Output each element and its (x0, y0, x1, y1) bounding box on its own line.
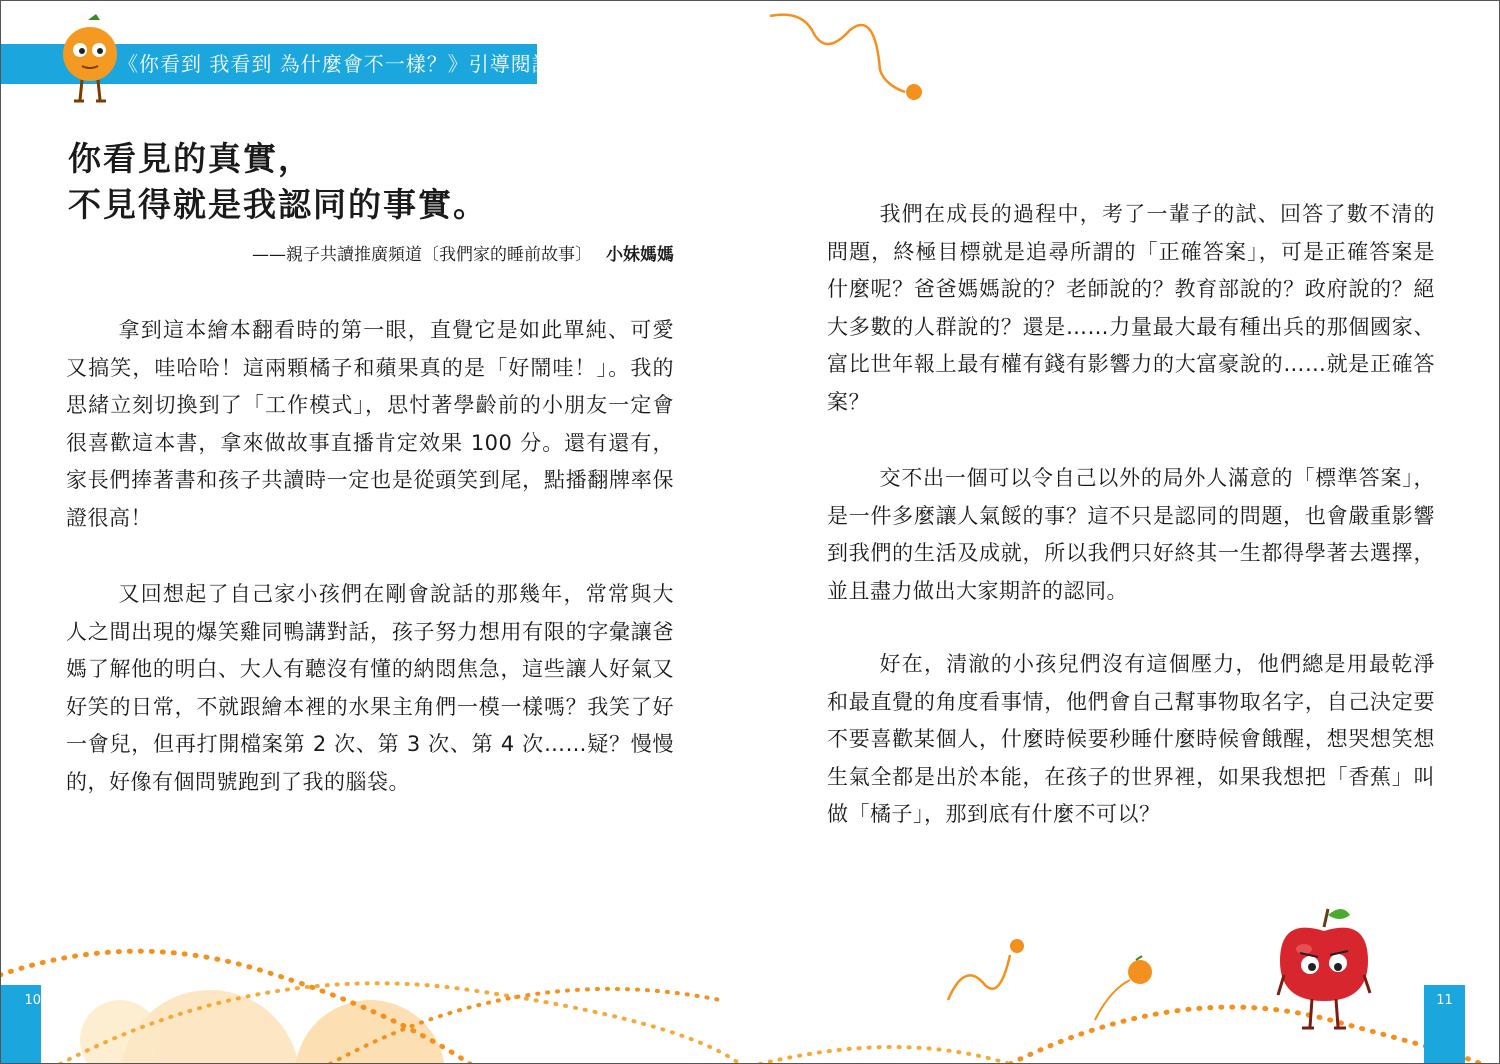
paragraph: 拿到這本繪本翻看時的第一眼，直覺它是如此單純、可愛又搞笑，哇哈哈！這兩顆橘子和蘋果真的是「好鬧哇！」。我的思緒立刻切換到了「工作模式」，思忖著學齡前的小朋友一定會很喜歡這本書，拿來做故事直播肯定效果 100 分。還有還有，家長們捧著書和孩子共讀時一定也是從頭笑到尾，點播翻牌率保證很高！ (66, 318, 674, 530)
dotted-arc (1010, 1007, 1480, 1064)
peach-blob (80, 1000, 160, 1064)
byline (252, 240, 674, 265)
article-title (68, 136, 488, 228)
orange-character-icon (58, 14, 122, 106)
orange-fruit-icon (1128, 960, 1152, 984)
article-title-line-1: 你看見的真實， (68, 139, 313, 178)
header-title: 《你看到 我看到 為什麼會不一樣？》引導閱讀 (118, 52, 553, 76)
orange-fruit-icon (1010, 939, 1024, 953)
page-number-right: 11 (1424, 985, 1465, 1063)
byline-source: ——親子共讀推廣頻道〔我們家的睡前故事〕 (252, 245, 592, 265)
paragraph: 交不出一個可以令自己以外的局外人滿意的「標準答案」，是一件多麼讓人氣餒的事？這不只是認同的問題，也會嚴重影響到我們的生活及成就，所以我們只好終其一生都得學著去選擇，並且盡力做出大家期許的認同。 (827, 466, 1435, 603)
orange-leaf (1136, 956, 1142, 960)
peach-blob (295, 1000, 445, 1064)
article-title-line-2: 不見得就是我認同的事實。 (68, 185, 488, 224)
paragraph: 好在，清澈的小孩兒們沒有這個壓力，他們總是用最乾淨和最直覺的角度看事情，他們會自己幫事物取名字，自己決定要不要喜歡某個人，什麼時候要秒睡什麼時候會餓醒，想哭想笑想生氣全都是出於本能，在孩子的世界裡，如果我想把「香蕉」叫做「橘子」，那到底有什麼不可以？ (827, 652, 1435, 826)
orange-swoosh (1095, 980, 1130, 1020)
orange-fruit-icon (906, 84, 922, 100)
paragraph: 我們在成長的過程中，考了一輩子的試、回答了數不清的問題，終極目標就是追尋所謂的「正確答案」，可是正確答案是什麼呢？爸爸媽媽說的？老師說的？教育部說的？政府說的？絕大多數的人群說的？還是……力量最大最有種出兵的那個國家、富比世年報上最有權有錢有影響力的大富豪說的……就是正確答案？ (827, 202, 1435, 414)
page-number-left: 10 (0, 985, 41, 1063)
dotted-arc (760, 1047, 1010, 1064)
apple-character-icon (1276, 905, 1372, 1035)
orange-swoosh (770, 15, 905, 92)
byline-author: 小妹媽媽 (606, 245, 674, 265)
paragraph: 又回想起了自己家小孩們在剛會說話的那幾年，常常與大人之間出現的爆笑雞同鴨講對話，孩子努力想用有限的字彙讓爸媽了解他的明白、大人有聽沒有懂的納悶焦急，這些讓人好氣又好笑的日常，不就跟繪本裡的水果主角們一模一樣嗎？我笑了好一會兒，但再打開檔案第 2 次、第 3 次、第 4 次……疑？慢慢的，好像有個問號跑到了我的腦袋。 (66, 582, 674, 794)
orange-swoosh (948, 955, 1010, 1000)
